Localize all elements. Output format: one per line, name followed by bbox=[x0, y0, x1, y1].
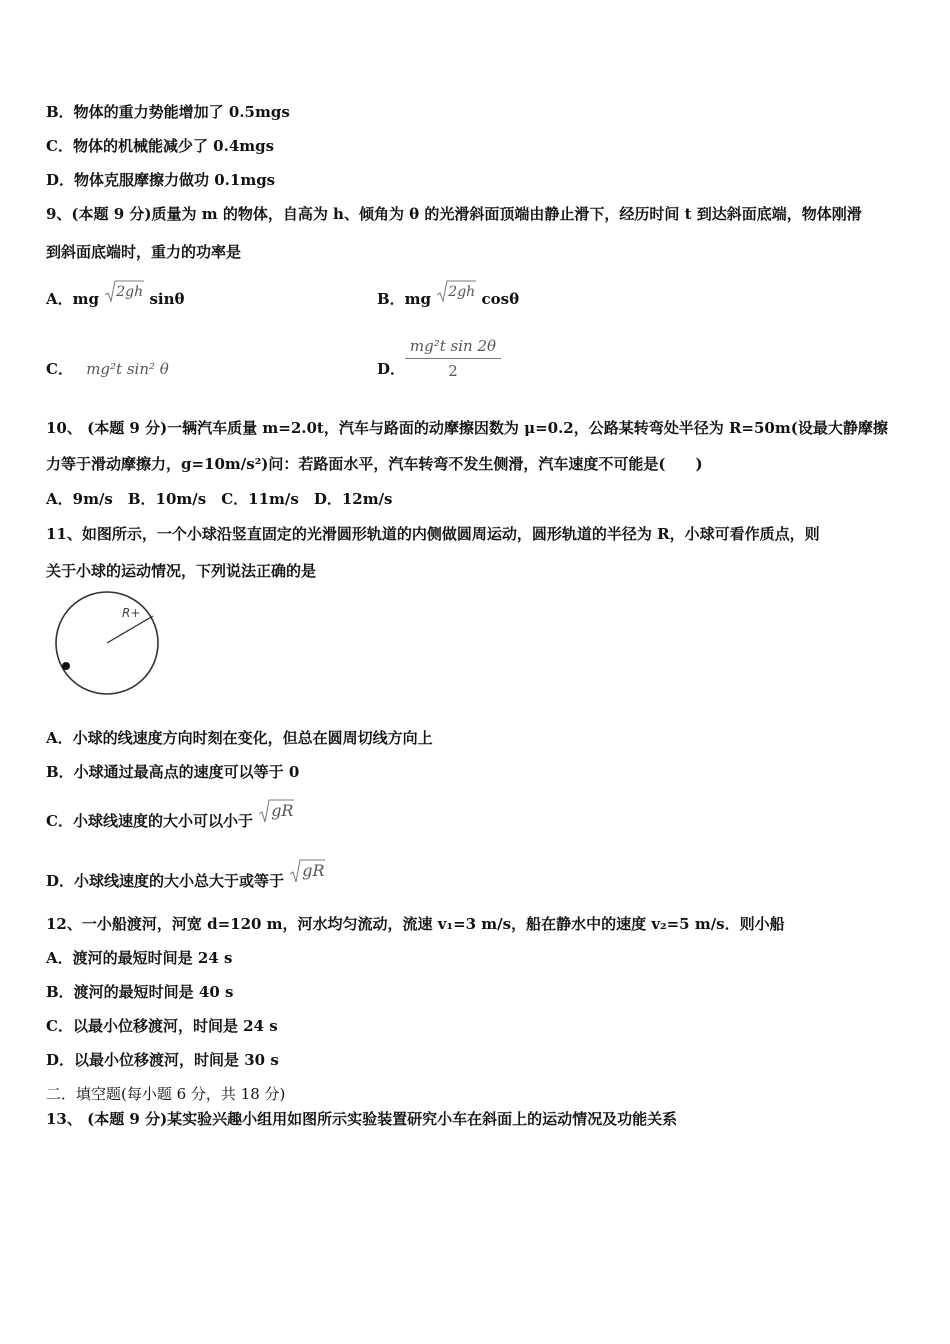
q9-option-b bbox=[377, 284, 520, 313]
q11-option-b: B．小球通过最高点的速度可以等于 0 bbox=[46, 763, 300, 781]
q11-option-d bbox=[46, 861, 325, 896]
ball bbox=[62, 662, 70, 670]
section-heading: 二．填空题(每小题 6 分，共 18 分) bbox=[46, 1085, 286, 1103]
q12-stem: 12、一小船渡河，河宽 d=120 m，河水均匀流动，流速 v₁=3 m/s，船在静水中的速度 v₂=5 m/s．则小船 bbox=[46, 915, 785, 933]
q9-option-b-label: B．mg bbox=[377, 290, 432, 308]
q9-option-d-numerator: mg²t sin 2θ bbox=[409, 337, 497, 355]
q12-option-a: A．渡河的最短时间是 24 s bbox=[46, 949, 233, 967]
q10-stem-line2: 力等于滑动摩擦力，g=10m/s²)问：若路面水平，汽车转弯不发生侧滑，汽车速度不可能是( ) bbox=[46, 455, 703, 473]
q9-option-d-denominator: 2 bbox=[448, 362, 458, 380]
q9-option-c-expr: mg²t sin² θ bbox=[86, 360, 169, 378]
q9-option-d-label: D． bbox=[377, 360, 406, 378]
q11-option-c-radicand: gR bbox=[271, 801, 294, 820]
q11-option-a: A．小球的线速度方向时刻在变化，但总在圆周切线方向上 bbox=[46, 729, 433, 747]
q9-option-a-tail: sinθ bbox=[149, 290, 185, 308]
q10-options: A．9m/s B．10m/s C．11m/s D．12m/s bbox=[46, 490, 393, 508]
q13-stem: 13、 (本题 9 分)某实验兴趣小组用如图所示实验装置研究小车在斜面上的运动情况及功能关系 bbox=[46, 1110, 678, 1128]
q12-option-c: C．以最小位移渡河，时间是 24 s bbox=[46, 1017, 278, 1035]
q9-option-a-radicand: 2gh bbox=[116, 284, 144, 300]
q11-option-d-text: D．小球线速度的大小总大于或等于 bbox=[46, 872, 285, 890]
q9-option-c bbox=[46, 359, 169, 379]
q9-option-b-tail: cosθ bbox=[481, 290, 520, 308]
q9-stem-line2: 到斜面底端时，重力的功率是 bbox=[46, 243, 242, 261]
q12-option-b: B．渡河的最短时间是 40 s bbox=[46, 983, 234, 1001]
q8-option-c: C．物体的机械能减少了 0.4mgs bbox=[46, 137, 275, 155]
fraction-bar bbox=[405, 358, 501, 359]
q11-stem-line1: 11、如图所示，一个小球沿竖直固定的光滑圆形轨道的内侧做圆周运动，圆形轨道的半径为 R，小球可看作质点，则 bbox=[46, 525, 820, 543]
q9-option-b-radicand: 2gh bbox=[448, 284, 476, 300]
q9-option-a bbox=[46, 284, 185, 313]
q11-option-d-radicand: gR bbox=[302, 861, 325, 880]
radius-line bbox=[107, 616, 153, 643]
q9-option-c-label: C． bbox=[46, 360, 73, 378]
q9-stem-line1: 9、(本题 9 分)质量为 m 的物体，自高为 h、倾角为 θ 的光滑斜面顶端由静止滑下，经历时间 t 到达斜面底端，物体刚滑 bbox=[46, 205, 862, 223]
sqrt-radical bbox=[104, 279, 144, 305]
radius-label: R+ bbox=[122, 606, 141, 620]
circular-track-figure bbox=[50, 586, 165, 701]
q8-option-b: B．物体的重力势能增加了 0.5mgs bbox=[46, 103, 290, 121]
q10-stem-line1: 10、 (本题 9 分)一辆汽车质量 m=2.0t，汽车与路面的动摩擦因数为 μ=0.2，公路某转弯处半径为 R=50m(设最大静摩擦 bbox=[46, 419, 888, 437]
sqrt-radical bbox=[258, 798, 294, 826]
sqrt-radical bbox=[289, 858, 325, 886]
q11-option-c bbox=[46, 801, 294, 836]
q11-option-c-text: C．小球线速度的大小可以小于 bbox=[46, 812, 253, 830]
q9-option-d-fraction bbox=[405, 336, 501, 381]
q9-option-a-label: A．mg bbox=[46, 290, 99, 308]
q8-option-d: D．物体克服摩擦力做功 0.1mgs bbox=[46, 171, 276, 189]
sqrt-radical bbox=[436, 279, 476, 305]
q11-stem-line2: 关于小球的运动情况，下列说法正确的是 bbox=[46, 562, 317, 580]
q12-option-d: D．以最小位移渡河，时间是 30 s bbox=[46, 1051, 279, 1069]
